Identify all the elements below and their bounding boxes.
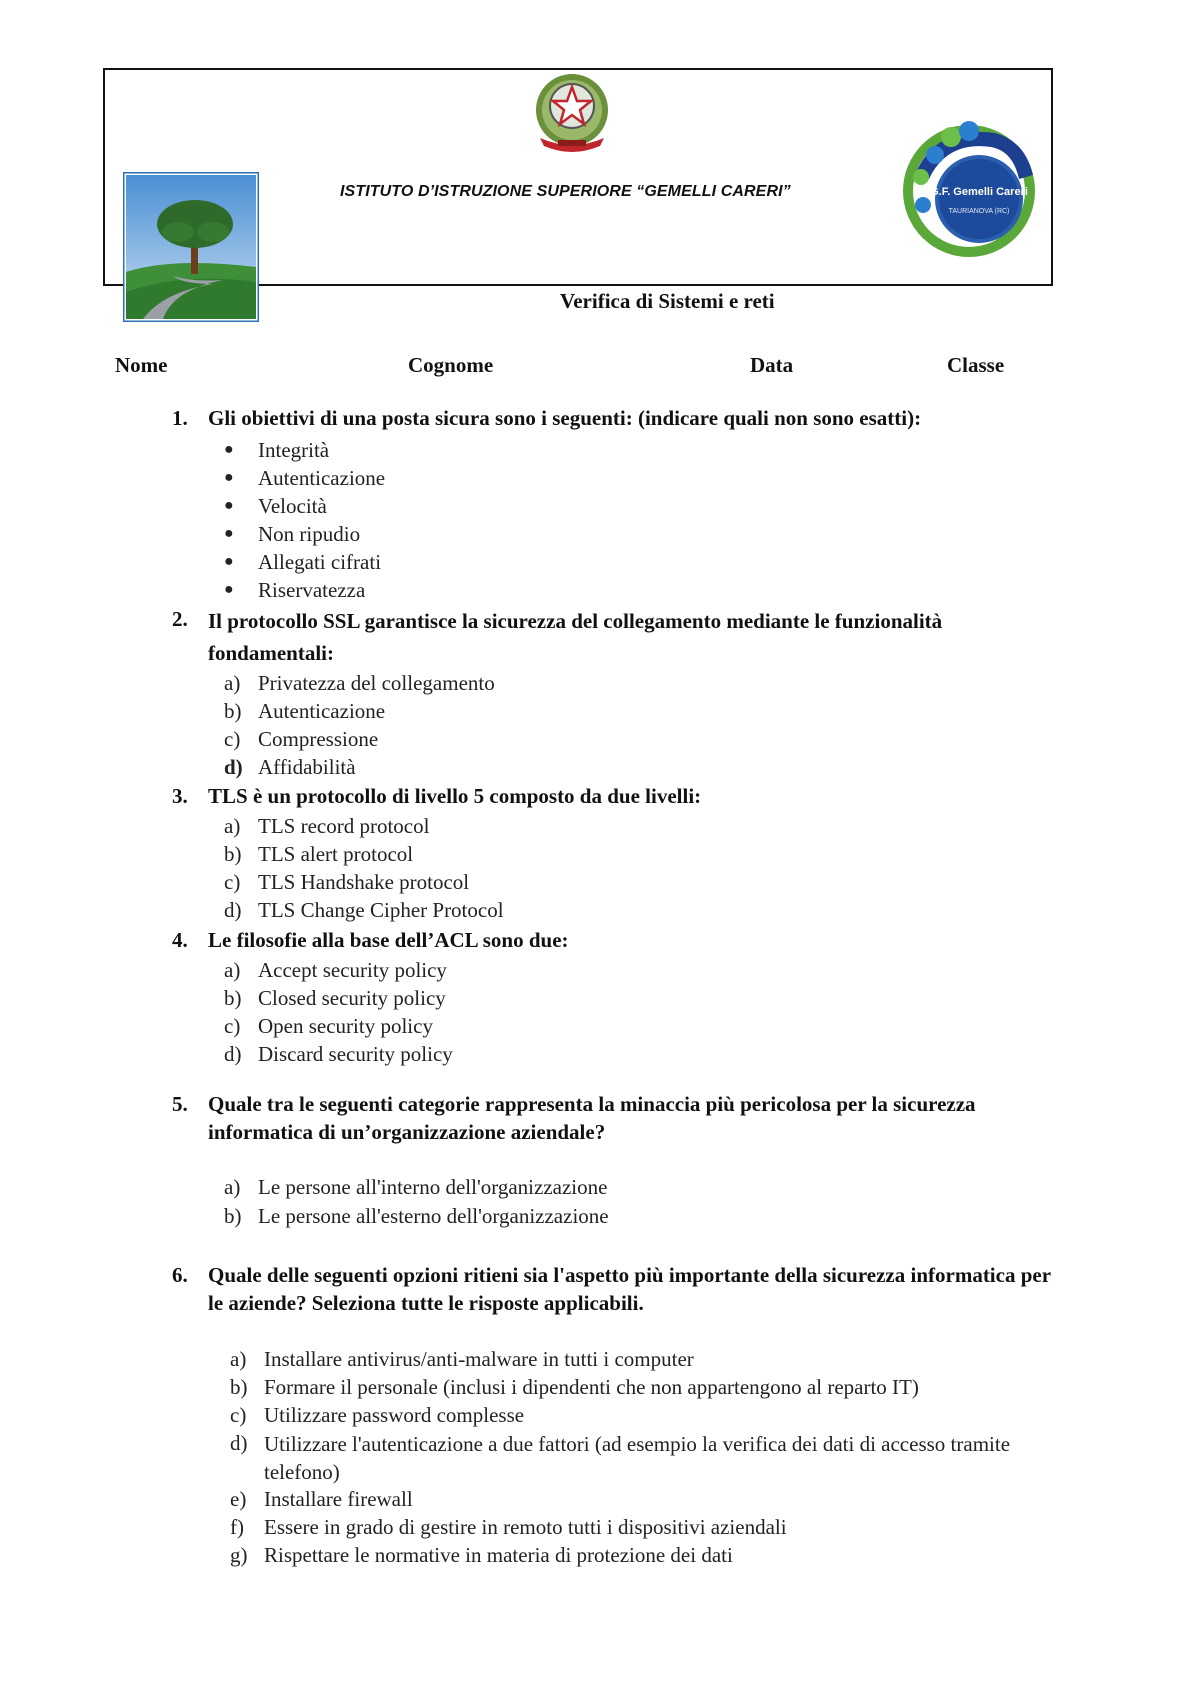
option-text: Le persone all'interno dell'organizzazione xyxy=(258,1175,608,1199)
option-marker: f) xyxy=(230,1515,244,1539)
bullet-icon: ● xyxy=(224,581,234,598)
option-text: Riservatezza xyxy=(258,578,366,602)
option-marker: c) xyxy=(224,1014,241,1038)
option-text: TLS Change Cipher Protocol xyxy=(258,898,504,922)
option-text: Utilizzare l'autenticazione a due fattori (ad esempio la verifica dei dati di accesso tramite telefono) xyxy=(264,1432,1011,1484)
question-text: Il protocollo SSL garantisce la sicurezza del collegamento mediante le funzionalità fondamentali: xyxy=(208,609,943,665)
option-text: Accept security policy xyxy=(258,958,447,982)
option-text: TLS Handshake protocol xyxy=(258,870,470,894)
option-text: Formare il personale (inclusi i dipendenti che non appartengono al reparto IT) xyxy=(264,1375,919,1399)
bullet-icon: ● xyxy=(224,469,234,486)
option-text: Installare firewall xyxy=(264,1487,413,1511)
question-number: 5. xyxy=(172,1092,188,1116)
question-number: 1. xyxy=(172,406,188,430)
option-text: Non ripudio xyxy=(258,522,361,546)
school-logo-subtext: TAURIANOVA (RC) xyxy=(948,208,1010,215)
bullet-icon: ● xyxy=(224,497,234,514)
school-logo xyxy=(895,115,1043,265)
bullet-icon: ● xyxy=(224,441,234,458)
option-text: Autenticazione xyxy=(258,699,386,723)
option-text: Integrità xyxy=(258,438,330,462)
option-marker: d) xyxy=(224,755,243,779)
option-text: Discard security policy xyxy=(258,1042,453,1066)
field-cognome: Cognome xyxy=(408,353,494,377)
school-logo-text: G.F. Gemelli Careri xyxy=(930,186,1028,198)
field-data: Data xyxy=(750,353,794,377)
question-text: Quale tra le seguenti categorie rappresenta la minaccia più pericolosa per la sicurezza informatica di un’organizzazione aziendale? xyxy=(208,1092,976,1144)
option-marker: g) xyxy=(230,1543,248,1567)
option-text: Utilizzare password complesse xyxy=(264,1403,525,1427)
option-marker: b) xyxy=(224,699,242,723)
option-marker: b) xyxy=(224,842,242,866)
option-marker: e) xyxy=(230,1487,247,1511)
question-text: TLS è un protocollo di livello 5 composto da due livelli: xyxy=(208,784,702,808)
option-text: Closed security policy xyxy=(258,986,446,1010)
option-text: Privatezza del collegamento xyxy=(258,671,495,695)
option-text: TLS alert protocol xyxy=(258,842,414,866)
option-text: Open security policy xyxy=(258,1014,433,1038)
option-text: Allegati cifrati xyxy=(258,550,382,574)
option-marker: a) xyxy=(224,671,241,695)
option-marker: b) xyxy=(224,1204,242,1228)
question-text: Gli obiettivi di una posta sicura sono i seguenti: (indicare quali non sono esatti): xyxy=(208,406,922,430)
option-marker: b) xyxy=(230,1375,248,1399)
bullet-icon: ● xyxy=(224,525,234,542)
question-text: Le filosofie alla base dell’ACL sono due: xyxy=(208,928,569,952)
option-text: Essere in grado di gestire in remoto tutti i dispositivi aziendali xyxy=(264,1515,787,1539)
option-text: Installare antivirus/anti-malware in tutti i computer xyxy=(264,1347,694,1371)
option-marker: c) xyxy=(230,1403,247,1427)
question-number: 4. xyxy=(172,928,188,952)
option-marker: d) xyxy=(230,1431,248,1455)
field-nome: Nome xyxy=(115,353,168,377)
question-number: 3. xyxy=(172,784,188,808)
question-number: 6. xyxy=(172,1263,188,1287)
institute-name: ISTITUTO D’ISTRUZIONE SUPERIORE “GEMELLI CARERI” xyxy=(340,183,791,200)
field-classe: Classe xyxy=(947,353,1005,377)
italian-republic-emblem xyxy=(530,68,614,154)
option-text: Compressione xyxy=(258,727,379,751)
question-number: 2. xyxy=(172,607,188,631)
option-marker: c) xyxy=(224,727,241,751)
option-marker: b) xyxy=(224,986,242,1010)
document-title: Verifica di Sistemi e reti xyxy=(560,289,775,313)
option-marker: d) xyxy=(224,1042,242,1066)
option-marker: a) xyxy=(224,958,241,982)
option-text: Le persone all'esterno dell'organizzazione xyxy=(258,1204,609,1228)
tree-landscape-logo xyxy=(123,172,259,322)
option-marker: a) xyxy=(224,814,241,838)
option-text: Autenticazione xyxy=(258,466,386,490)
option-text: Rispettare le normative in materia di protezione dei dati xyxy=(264,1543,733,1567)
option-marker: d) xyxy=(224,898,242,922)
bullet-icon: ● xyxy=(224,553,234,570)
question-text: Quale delle seguenti opzioni ritieni sia l'aspetto più importante della sicurezza informatica per le aziende? Seleziona tutte le risposte applicabili. xyxy=(208,1263,1051,1315)
option-text: Velocità xyxy=(258,494,327,518)
option-marker: a) xyxy=(224,1175,241,1199)
option-marker: a) xyxy=(230,1347,247,1371)
option-text: TLS record protocol xyxy=(258,814,430,838)
option-text: Affidabilità xyxy=(258,755,356,779)
option-marker: c) xyxy=(224,870,241,894)
